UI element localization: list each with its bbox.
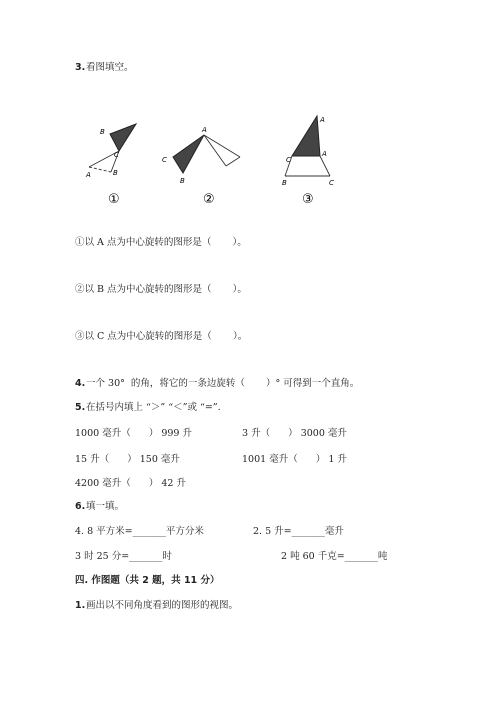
- q3-item-2: ②以 B 点为中心旋转的图形是（ ）。: [75, 284, 247, 295]
- fig2-label-c: C: [162, 156, 167, 164]
- fig3-label-a2: A: [322, 150, 327, 158]
- q3-item-3: ③以 C 点为中心旋转的图形是（ ）。: [75, 331, 248, 342]
- q6-row1-right: 2. 5 升=_______毫升: [253, 526, 344, 537]
- q5-row1-left: 1000 毫升（ ） 999 升: [75, 428, 192, 439]
- fig1-shaded-triangle: [110, 124, 136, 151]
- fig3-label-c2: C: [329, 179, 334, 187]
- fig1-label-c: C: [114, 151, 119, 159]
- q5-row3-left: 4200 毫升（ ） 42 升: [75, 478, 186, 489]
- q5-row2-right: 1001 毫升（ ） 1 升: [242, 454, 347, 465]
- q3-number: 3.: [75, 62, 86, 73]
- fig1-label-a: A: [86, 171, 91, 179]
- q3-figures: [0, 105, 500, 215]
- fig3-label-a: A: [320, 116, 325, 124]
- q6-row2-right: 2 吨 60 千克=_______吨: [281, 551, 388, 562]
- q6-row1-left: 4. 8 平方米=_______平方分米: [75, 526, 204, 537]
- fig1-label-b2: B: [113, 169, 118, 177]
- section4-title: 四. 作图题（共 2 题，共 11 分）: [75, 575, 220, 586]
- fig2-label-a: A: [202, 126, 207, 134]
- fig2-caption: ②: [203, 192, 215, 207]
- fig1-label-b: B: [100, 128, 105, 136]
- q5-title: 在括号内填上 “＞” “＜”或 “=”.: [86, 402, 221, 413]
- q5-row1-right: 3 升（ ） 3000 毫升: [242, 428, 347, 439]
- q6-number: 6.: [75, 501, 86, 512]
- q4-number: 4.: [75, 378, 86, 389]
- fig3-shaded-triangle: [292, 116, 320, 156]
- figure-1: [85, 124, 136, 207]
- q3-item-1: ①以 A 点为中心旋转的图形是（ ）。: [75, 237, 247, 248]
- fig2-label-b: B: [180, 177, 185, 185]
- fig3-caption: ③: [302, 192, 314, 207]
- q4-text: 一个 30° 的角，将它的一条边旋转（ ）° 可得到一个直角。: [86, 378, 360, 389]
- q6-title: 填一填。: [86, 501, 125, 512]
- q3-title: 看图填空。: [86, 62, 134, 73]
- figure-2: [162, 126, 240, 207]
- q6-row2-left: 3 时 25 分=_______时: [75, 551, 172, 562]
- q5-row2-left: 15 升（ ） 150 毫升: [75, 454, 180, 465]
- fig1-caption: ①: [108, 192, 120, 207]
- figure-3: [282, 116, 334, 207]
- q5-number: 5.: [75, 402, 86, 413]
- fig3-label-c: C: [286, 156, 291, 164]
- fig3-label-b: B: [282, 179, 287, 187]
- s4q1-text: 画出以不同角度看到的图形的视图。: [86, 600, 239, 611]
- fig2-shaded-triangle: [173, 135, 204, 173]
- s4q1-number: 1.: [75, 600, 86, 611]
